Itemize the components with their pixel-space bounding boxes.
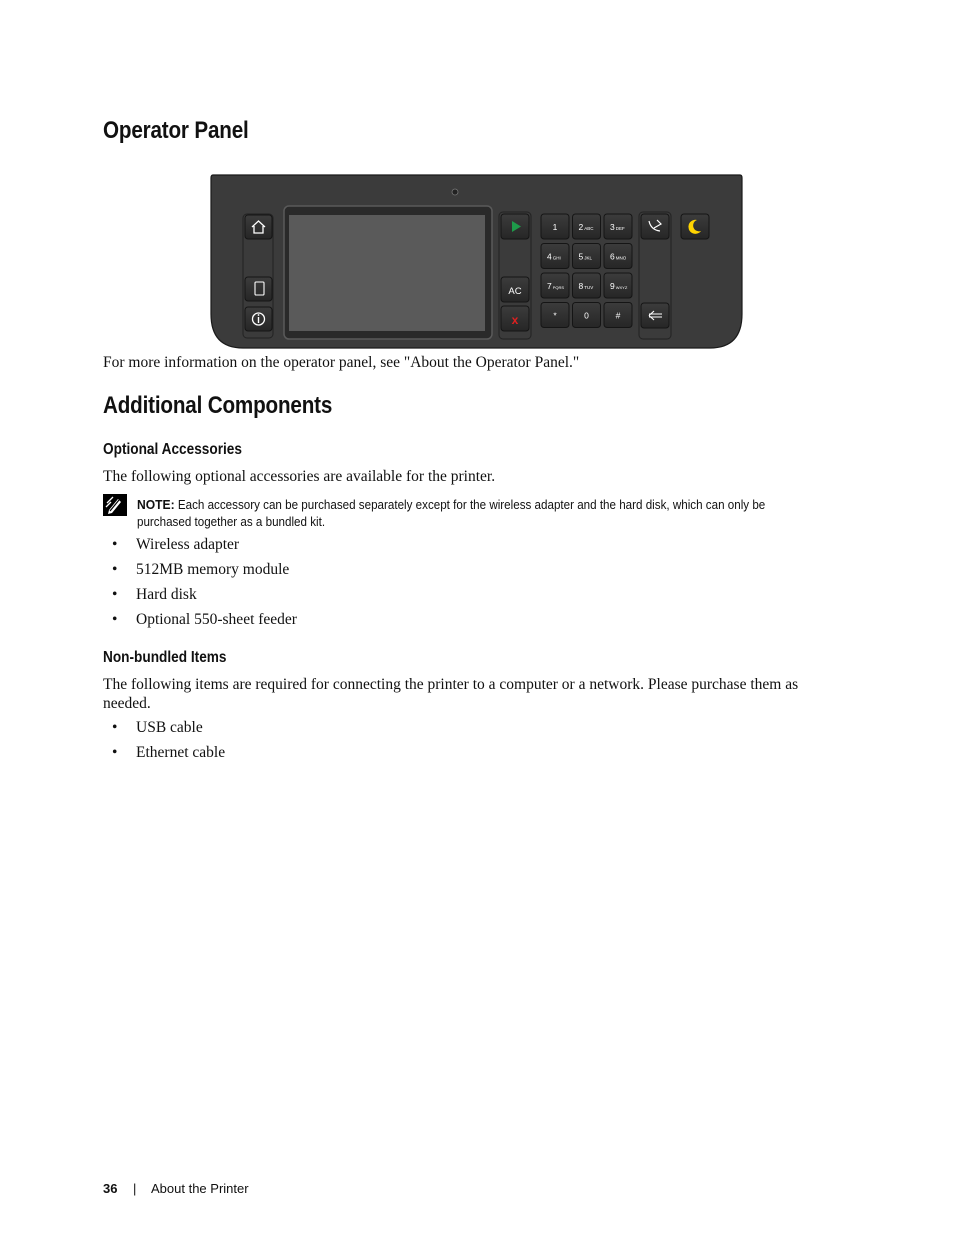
footer-chapter: About the Printer	[151, 1181, 249, 1196]
ac-label: AC	[508, 286, 522, 297]
note-label: NOTE:	[137, 497, 175, 512]
keypad-key-star[interactable]	[541, 303, 569, 328]
keypad-key-hash[interactable]	[604, 303, 632, 328]
keypad-key-9[interactable]	[604, 273, 632, 298]
keypad-key-label: 8TUV	[578, 281, 594, 291]
backspace-button[interactable]	[641, 303, 669, 328]
keypad-key-0[interactable]	[573, 303, 601, 328]
power-saver-button[interactable]	[681, 214, 709, 239]
keypad-key-label: 1	[552, 222, 558, 232]
non-bundled-items-heading: Non-bundled Items	[103, 649, 227, 666]
operator-panel-caption: For more information on the operator panel, see "About the Operator Panel."	[103, 354, 580, 371]
keypad-key-5[interactable]	[573, 244, 601, 269]
job-status-button[interactable]	[245, 277, 272, 301]
non-bundled-intro: The following items are required for connecting the printer to a computer or a network. Please purchase them as needed.	[103, 676, 799, 712]
footer-separator: |	[133, 1181, 137, 1196]
note-block	[137, 496, 788, 531]
keypad-key-label: #	[615, 310, 621, 321]
touch-screen[interactable]	[289, 215, 485, 331]
optional-accessories-intro: The following optional accessories are available for the printer.	[103, 468, 496, 485]
note-text: Each accessory can be purchased separately except for the wireless adapter and the hard disk, which can only be purchased together as a bundled kit.	[137, 498, 766, 529]
keypad-key-label: 7PQRS	[547, 281, 565, 291]
keypad-key-label: 5JKL	[578, 251, 592, 262]
keypad-key-3[interactable]	[604, 214, 632, 239]
start-button[interactable]	[501, 214, 529, 239]
keypad-key-label: 3DEF	[610, 222, 625, 232]
keypad-key-8[interactable]	[573, 273, 601, 298]
keypad-key-4[interactable]	[541, 244, 569, 269]
keypad-key-label: *	[553, 310, 557, 321]
home-button[interactable]	[245, 215, 272, 239]
keypad-key-label: 6MNO	[610, 251, 627, 262]
operator-panel-illustration	[210, 174, 743, 349]
stop-icon: x	[511, 313, 519, 327]
speed-dial-button[interactable]	[641, 214, 669, 239]
note-pencil-icon	[103, 494, 127, 516]
keypad-key-7[interactable]	[541, 273, 569, 298]
keypad-key-6[interactable]	[604, 244, 632, 269]
keypad-key-2[interactable]	[573, 214, 601, 239]
keypad-key-label: 2ABC	[578, 222, 594, 232]
keypad-key-label: 0	[584, 310, 589, 321]
optional-accessories-heading: Optional Accessories	[103, 441, 242, 458]
stop-button[interactable]	[501, 306, 529, 331]
keypad-key-1[interactable]	[541, 214, 569, 239]
status-led	[452, 189, 458, 195]
information-button[interactable]	[245, 307, 272, 331]
keypad-key-label: 9WXYZ	[610, 281, 628, 291]
clear-all-button[interactable]	[501, 277, 529, 302]
additional-components-heading: Additional Components	[103, 392, 333, 419]
keypad-key-label: 4GHI	[547, 251, 561, 262]
page-number: 36	[103, 1181, 118, 1196]
operator-panel-heading: Operator Panel	[103, 117, 249, 144]
